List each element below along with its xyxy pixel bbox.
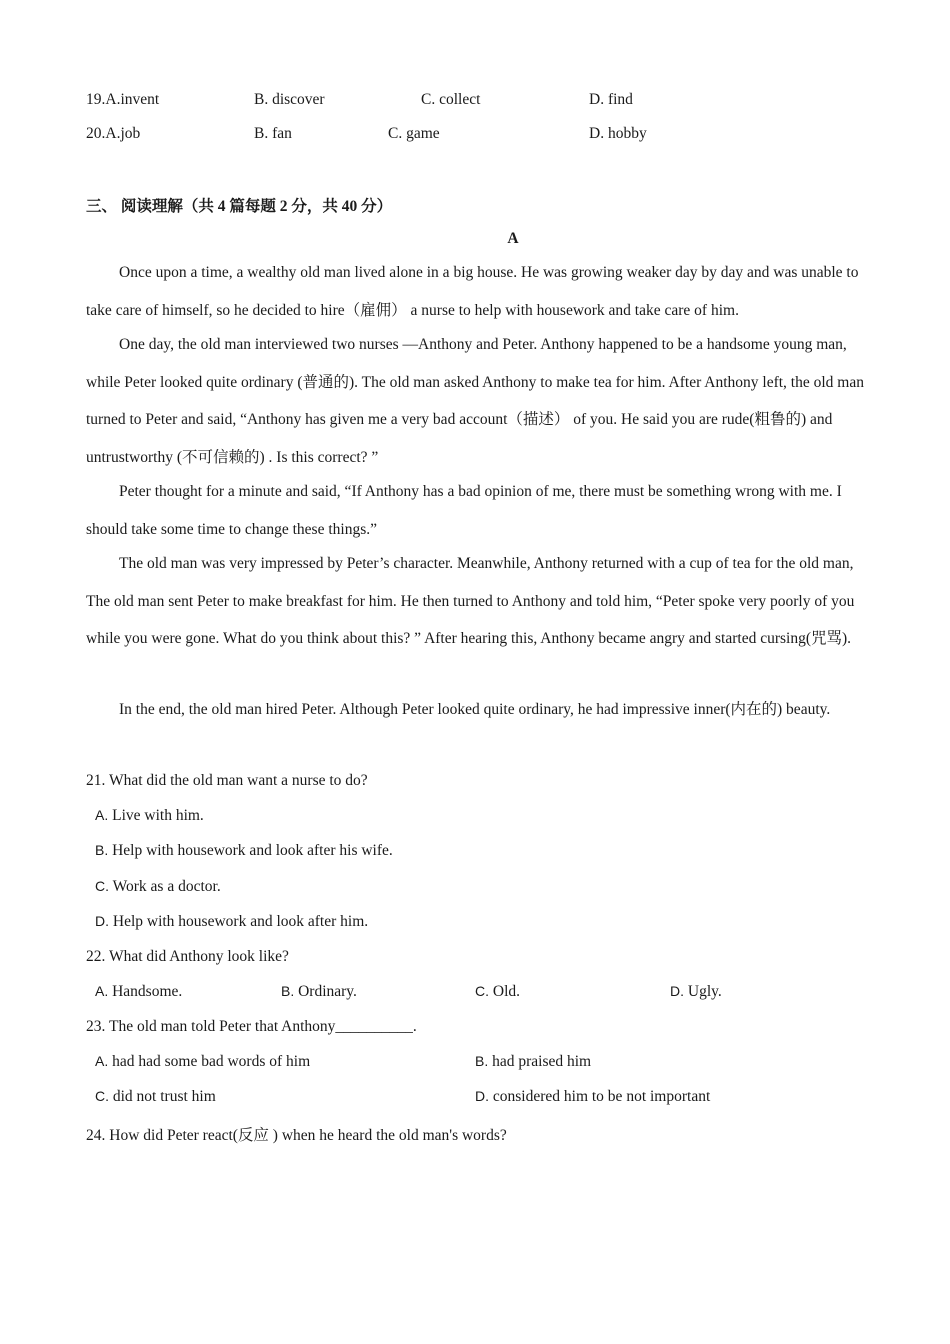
passage-text-3: Peter thought for a minute and said, “If Anthony has a bad opinion of me, there must be something wrong with me. I should take some time to change these things.” (86, 483, 842, 538)
q21-option-a[interactable] (95, 807, 204, 825)
option-text: Ugly. (687, 983, 722, 1000)
option-text: Handsome. (112, 983, 183, 1000)
passage-paragraph-1 (86, 254, 866, 329)
section-title: 三、 阅读理解（共 4 篇每题 2 分，共 40 分） (86, 198, 393, 215)
q20-option-d: D. hobby (589, 125, 647, 142)
option-letter: B. (281, 983, 295, 999)
q24-stem: 24. How did Peter react(反应 ) when he heard the old man's words? (86, 1127, 507, 1144)
q22-option-d[interactable] (670, 983, 722, 1001)
passage-text-1: Once upon a time, a wealthy old man lived alone in a big house. He was growing weaker day by day and was unable to take care of himself, so he decided to hire（雇佣） a nurse to help with housework and take care of him. (86, 264, 859, 319)
q19-option-c: C. collect (421, 91, 481, 108)
q23-stem: 23. The old man told Peter that Anthony__________. (86, 1018, 417, 1035)
option-letter: C. (95, 878, 109, 894)
q21-stem: 21. What did the old man want a nurse to do? (86, 772, 368, 789)
option-letter: B. (475, 1053, 489, 1069)
passage-label: A (507, 230, 519, 247)
option-text: Work as a doctor. (112, 878, 221, 895)
option-letter: D. (95, 913, 109, 929)
q21-option-d[interactable] (95, 913, 368, 931)
q23-option-b[interactable] (475, 1053, 591, 1071)
q22-option-c[interactable] (475, 983, 520, 1001)
passage-paragraph-3 (86, 473, 866, 548)
q22-option-a[interactable] (95, 983, 182, 1001)
option-text: Help with housework and look after him. (112, 913, 369, 930)
q22-option-b[interactable] (281, 983, 357, 1001)
option-text: Old. (492, 983, 520, 1000)
option-letter: B. (95, 842, 109, 858)
q21-option-b[interactable] (95, 842, 393, 860)
passage-text-4: The old man was very impressed by Peter’s character. Meanwhile, Anthony returned with a cup of tea for the old man, The old man sent Peter to make breakfast for him. He then turned to Anthony and told him, “Peter spoke very poorly of you while you were gone. What do you think about this? ” After hearing this, Anthony became angry and started cursing(咒骂). (86, 555, 855, 647)
passage-paragraph-5 (86, 691, 866, 729)
q19-option-d: D. find (589, 91, 633, 108)
q19-option-b: B. discover (254, 91, 325, 108)
option-text: Ordinary. (298, 983, 357, 1000)
option-text: had had some bad words of him (112, 1053, 311, 1070)
option-text: Help with housework and look after his wife. (112, 842, 393, 859)
option-letter: D. (475, 1088, 489, 1104)
option-text: did not trust him (112, 1088, 216, 1105)
option-text: had praised him (492, 1053, 592, 1070)
option-letter: A. (95, 1053, 109, 1069)
q19-option-a: 19.A.invent (86, 91, 160, 108)
option-text: Live with him. (112, 807, 204, 824)
option-text: considered him to be not important (492, 1088, 711, 1105)
passage-text-2: One day, the old man interviewed two nurses —Anthony and Peter. Anthony happened to be a handsome young man, while Peter looked quite ordinary (普通的). The old man asked Anthony to make tea for him. After Anthony left, the old man turned to Peter and said, “Anthony has given me a very bad account（描述） of you. He said you are rude(粗鲁的) and untrustworthy (不可信赖的) . Is this correct? ” (86, 336, 864, 466)
q23-option-d[interactable] (475, 1088, 710, 1106)
q22-stem: 22. What did Anthony look like? (86, 948, 289, 965)
q23-option-c[interactable] (95, 1088, 216, 1106)
q20-option-c: C. game (388, 125, 440, 142)
option-letter: C. (475, 983, 489, 999)
option-letter: D. (670, 983, 684, 999)
q20-option-a: 20.A.job (86, 125, 141, 142)
q23-option-a[interactable] (95, 1053, 310, 1071)
q20-option-b: B. fan (254, 125, 292, 142)
option-letter: C. (95, 1088, 109, 1104)
passage-paragraph-4 (86, 545, 866, 658)
option-letter: A. (95, 983, 109, 999)
passage-paragraph-2 (86, 326, 866, 476)
passage-text-5: In the end, the old man hired Peter. Although Peter looked quite ordinary, he had impressive inner(内在的) beauty. (119, 701, 831, 718)
option-letter: A. (95, 807, 109, 823)
q21-option-c[interactable] (95, 878, 221, 896)
